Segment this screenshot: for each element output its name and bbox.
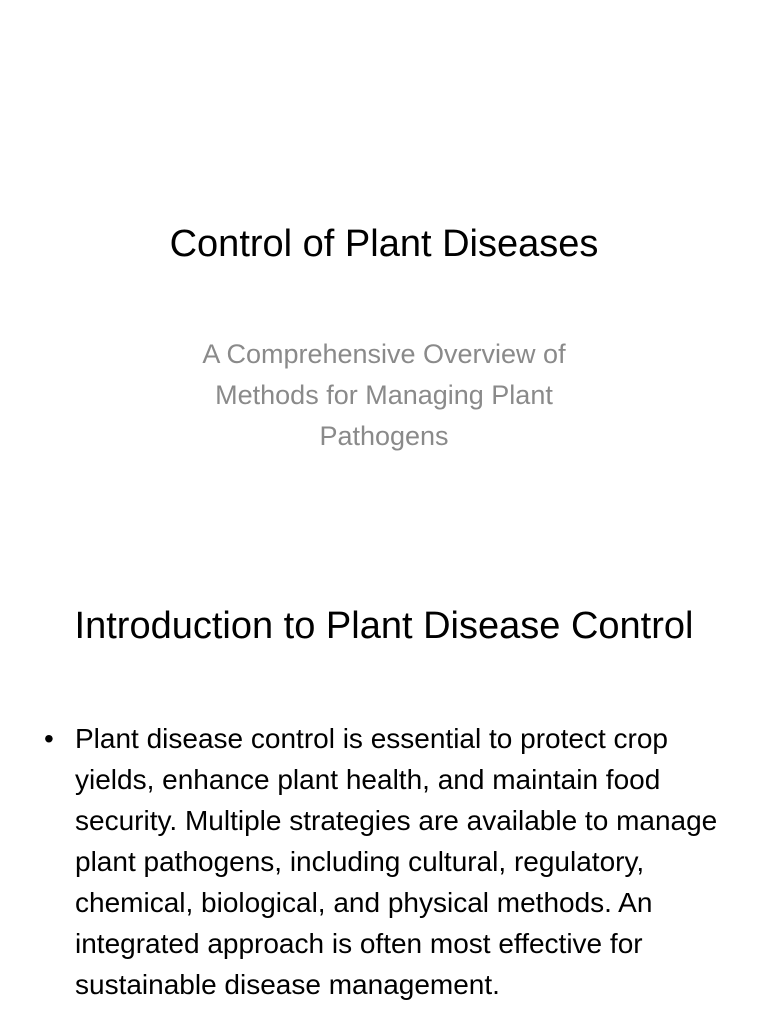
content-slide (0, 576, 768, 1024)
slide-title: Introduction to Plant Disease Control (74, 605, 694, 647)
bullet-item (0, 718, 768, 1005)
bullet-list (0, 718, 768, 1005)
bullet-marker: • (44, 723, 54, 754)
slide-subtitle: A Comprehensive Overview of Methods for Managing Plant Pathogens (202, 339, 566, 451)
slide-title: Control of Plant Diseases (169, 223, 599, 265)
bullet-text: Plant disease control is essential to protect crop yields, enhance plant health, and maintain food security. Multiple strategies are available to manage plant pathogens, including cultural, regulatory, chemical, biological, and physical methods. An integrated approach is often most effective for sustainable disease management. (75, 723, 718, 1000)
